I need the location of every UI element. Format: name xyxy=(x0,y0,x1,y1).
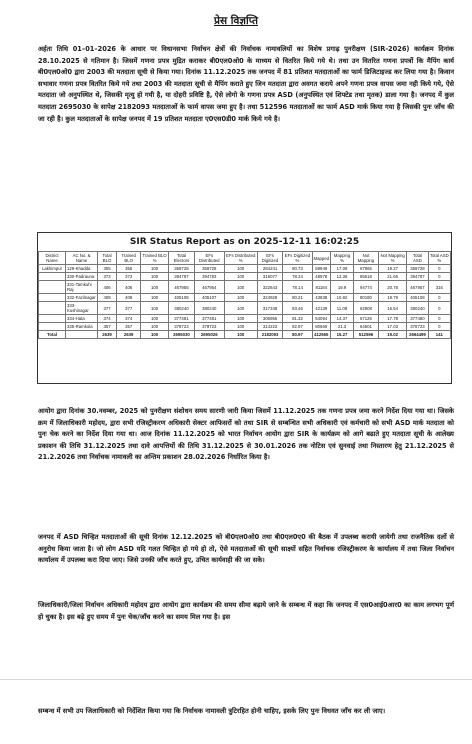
table-cell: 0 xyxy=(428,273,450,281)
table-cell: 380240 xyxy=(168,302,194,315)
table-cell: 378723 xyxy=(168,323,194,331)
table-cell: 512596 xyxy=(353,331,378,339)
table-cell: 62908 xyxy=(353,302,378,315)
table-cell: Lakhimpur xyxy=(39,265,66,273)
table-cell: 284241 xyxy=(257,265,283,273)
page-divider xyxy=(0,679,472,680)
table-cell: 19.79 xyxy=(378,294,406,302)
table-cell xyxy=(66,331,98,339)
table-cell: 408 xyxy=(117,294,141,302)
table-cell: 324928 xyxy=(257,294,283,302)
table-cell xyxy=(39,323,66,331)
table-cell: 467954 xyxy=(194,281,224,294)
table-cell: 100 xyxy=(141,265,169,273)
table-cell: 2695030 xyxy=(168,331,194,339)
header-trained-blo: Trained BLO xyxy=(117,252,141,265)
table-cell: 377480 xyxy=(407,315,428,323)
table-cell: 355 xyxy=(117,265,141,273)
table-cell: 20.78 xyxy=(378,281,406,294)
table-cell: 80669 xyxy=(312,323,331,331)
table-cell: 100 xyxy=(141,323,169,331)
table-cell: 306955 xyxy=(257,315,283,323)
paragraph-1: अर्हता तिथि 01–01–2026 के आधार पर विधानसभा निर्वाचन क्षेत्रों की निर्वाचक नामावलियों का विशेष प्रगाढ़ पुनरीक्षण (SIR-2026) कार्यक्रम दिनांक 28.10.2025 से गतिमान है। जिसमें गणना प्रपत्र मुद्रित कराकर बी0एल0ओ0 के माध्यम से वितरित किये गये थे। तथा उन वितरित गणना प्रपत्रों कि मैपिंग कार्य बी0एल0ओ0 द्वारा 2003 की मतदाता सूची से किया गया। दिनांक 11.12.2025 तक जनपद में 81 प्रतिशत मतदाताओं का फार्म डिजिटाइज्ड कर लिया गया है। किवान सभावार गणना प्रपत्र वितरित किये गये तथा 2003 की मतदाता सूची से मैपिंग कराते हुए जिन मतदाता द्वारा अवगत कराये अपने गणना प्रपत्र वापस जमा नही किये गये, ऐसे मतदाता जो अनुपस्थित थे, जिसकी मृत्यु हो गयी है, या दोहरी प्रविष्टि है, ऐसे लोगो के गणना प्रपत्र ASD (अनुपस्थित एवं शिफ्टेड तथा मृतक) डाला गया है। जनपद में कुल मतदाता 2695030 के सापेक्ष 2182093 मतदाताओं के फार्म वापस जमा हुए है। तथा 512596 मतदाताओं का फार्म ASD मार्क किया गया है जिसकी पुनः जाँच की जा रही है। कुल मतदाताओं के सापेक्ष जनपद में 19 प्रतिशत मतदाता ए0एस0डी0 मार्क किये गये है। xyxy=(38,45,454,123)
table-cell: 2182093 xyxy=(257,331,283,339)
header-district: District Name xyxy=(39,252,66,265)
table-cell: 373 xyxy=(117,273,141,281)
table-cell: 10.82 xyxy=(331,294,354,302)
table-cell: 0 xyxy=(428,302,450,315)
paragraph-3: जनपद में ASD चिन्हित मतदाताओं की सूची दिनांक 12.12.2025 को बी0एल0ओ0 तथा बी0एल0ए0 की बैठक में उपलब्ध करायी जायेगी तथा राजनैतिक दलों से अनुरोध किया जाता है। जो लोग ASD यदि गलत चिन्हित हो गये हो तो, ऐसे मतदाताओं की सूची साक्ष्यों सहित निर्वाचक रजिस्ट्रीकरण के कार्यालय में तथा जिला निर्वाचन कार्यालय में उपलब्ध करा दिया जाए। जिसे उनकी जाँच करते हुए, उचित कार्यवाही की जा सके। xyxy=(38,533,454,565)
table-cell: 2664499 xyxy=(407,331,428,339)
paragraph-5: सम्बन्ध में सभी उप जिलाधिकारी को निर्देशित किया गया कि निर्वाचक नामावली त्रुटिरहित होनी चाहिए, इसके लिए पुनः विधवत जाँच कर ली जाए। xyxy=(38,707,386,715)
paragraph-4: जिलाधिकारी/जिला निर्वाचन अधिकारी महोदय द्वारा आयोग द्वारा कार्यक्रम की समय सीमा बढ़ाये जाने के सम्बन्ध में कहा कि जनपद में एस0आई0आर0 का काम लगभग पूर्ण हो चुका है। इस बढ़े हुए समय में पुनः चेक/जाँच करने का समय मिल गया है। इस xyxy=(38,601,454,621)
table-cell: 100 xyxy=(141,281,169,294)
header-efs-digitized: EFs Digitized xyxy=(257,252,283,265)
table-cell: 374 xyxy=(98,315,117,323)
table-cell: 100 xyxy=(224,302,257,315)
table-cell: 316 xyxy=(428,281,450,294)
paragraph-2: आयोग द्वारा दिनांक 30.नवम्बर, 2025 को पुनरीक्षण संशोधन समय सारणी जारी किया जिसमें 11.12.2025 तक गणना प्रपत्र जमा करने निर्देश दिया गया था। जिसके क्रम में जिलाधिकारी महोदय, द्वारा सभी रजिस्ट्रीकरण अधिकारी सेक्टर आफिसरों को तथा SIR से सम्बन्धित सभी अधिकारी एवं कर्मचारी को सभी ASD मार्क मतदाता को पुनः चेक करने का निर्देश दिया गया था। आज दिनांक 11.12.2025 को भारत निर्वाचन आयोग द्वारा SIR के कार्यक्रम को आगे बढाते हुए मतदाता सूची के आलेख्य प्रकाशन की तिथि 31.12.2025 तथा दावे आपत्तियों की तिथि 31.12.2025 से 30.01.2026 तक नोटिस एवं सुनवाई तथा निस्तारण हेतु 21.12.2025 से 21.2.2026 तथा निर्वाचक नामावली का अन्तिम प्रकाशन 28.02.2026 निर्धारित किया है। xyxy=(38,407,454,462)
table-cell: 2695026 xyxy=(194,331,224,339)
header-total-asd-pct: Total ASD % xyxy=(429,253,449,263)
table-row xyxy=(39,281,451,294)
table-cell: 317348 xyxy=(257,302,283,315)
table-cell: 78.34 xyxy=(283,273,312,281)
header-efs-distributed-pct: EFs Distributed % xyxy=(225,253,256,263)
table-cell: 100 xyxy=(141,294,169,302)
table-cell: 357 xyxy=(98,323,117,331)
table-cell: 405107 xyxy=(194,294,224,302)
table-cell: 42139 xyxy=(312,302,331,315)
header-not-mapping-pct: Not Mapping % xyxy=(378,252,406,265)
table-cell: 94774 xyxy=(353,281,378,294)
page-title: प्रेस विज्ञप्ति xyxy=(214,15,258,27)
table-cell: 129-Khadda xyxy=(66,265,98,273)
table-cell: 377481 xyxy=(168,315,194,323)
table-cell: 359728 xyxy=(194,265,224,273)
table-cell: 332-Fazilnagar xyxy=(67,295,96,300)
table-cell: 467957 xyxy=(407,281,428,294)
table-cell: 16.54 xyxy=(378,302,406,315)
table-cell: 48978 xyxy=(312,273,331,281)
table-cell: 14.37 xyxy=(331,315,354,323)
table-cell: 85518 xyxy=(353,273,378,281)
header-total-blo: Total BLO xyxy=(98,252,117,265)
table-cell: 15.27 xyxy=(331,331,354,339)
table-cell: 334-Hata xyxy=(66,315,98,323)
table-cell: 406 xyxy=(117,281,141,294)
table-cell: 100 xyxy=(224,294,257,302)
header-trained-blo-pct: Trained BLO % xyxy=(142,253,167,263)
table-cell: 322643 xyxy=(257,281,283,294)
table-row xyxy=(39,265,451,273)
table-cell: 100 xyxy=(224,281,257,294)
table-cell: 333-Kushinagar xyxy=(66,302,98,315)
table-cell: 12.36 xyxy=(331,273,354,281)
table-cell: 83.46 xyxy=(283,302,312,315)
table-cell: 100 xyxy=(141,273,169,281)
table-cell: 373 xyxy=(98,273,117,281)
table-cell: 355 xyxy=(98,265,117,273)
table-cell: 377 xyxy=(117,302,141,315)
table-row xyxy=(39,315,451,323)
table-cell: 412565 xyxy=(312,331,331,339)
table-cell: 357 xyxy=(117,323,141,331)
report-table xyxy=(38,251,451,339)
table-cell: 81184 xyxy=(312,281,331,294)
table-cell: 100 xyxy=(141,315,169,323)
table-cell: 141 xyxy=(428,331,450,339)
table-cell xyxy=(39,315,66,323)
table-cell: 59949 xyxy=(312,265,331,273)
table-cell: 21.66 xyxy=(378,273,406,281)
table-cell: 100 xyxy=(224,273,257,281)
table-cell: 314222 xyxy=(257,323,283,331)
table-cell: 394787 xyxy=(168,273,194,281)
table-cell: 408 xyxy=(98,294,117,302)
table-cell: 80.73 xyxy=(283,265,312,273)
table-cell: 380240 xyxy=(194,302,224,315)
table-cell: 100 xyxy=(224,323,257,331)
table-cell xyxy=(39,281,66,294)
table-cell: 377481 xyxy=(194,315,224,323)
table-cell xyxy=(39,294,66,302)
table-cell: 17.09 xyxy=(331,265,354,273)
report-title: SIR Status Report as on 2025-12-11 16:02:25 xyxy=(129,237,360,247)
table-cell: 67126 xyxy=(353,315,378,323)
header-ac: AC No. & Name xyxy=(66,252,98,265)
table-cell: 19.27 xyxy=(378,265,406,273)
table-cell xyxy=(39,302,66,315)
table-cell: 64501 xyxy=(353,323,378,331)
table-cell: 405108 xyxy=(407,294,428,302)
table-cell: 377 xyxy=(98,302,117,315)
table-cell: Total xyxy=(39,331,66,339)
header-mapping-pct: Mapping % xyxy=(331,252,354,265)
table-cell: 82.97 xyxy=(283,323,312,331)
sir-status-report xyxy=(37,232,452,384)
table-cell: 80.97 xyxy=(283,331,312,339)
header-total-electors: Total Electors xyxy=(168,252,194,265)
table-cell: 374 xyxy=(117,315,141,323)
table-cell: 100 xyxy=(141,302,169,315)
table-cell: 100 xyxy=(224,315,257,323)
table-cell: 21.3 xyxy=(331,323,354,331)
table-row xyxy=(39,273,451,281)
table-cell: 100 xyxy=(224,331,257,339)
table-cell: 43838 xyxy=(312,294,331,302)
table-cell: 17.78 xyxy=(378,315,406,323)
table-cell: 100 xyxy=(224,265,257,273)
table-row xyxy=(39,323,451,331)
header-efs-digitized-pct: EFs Digitized % xyxy=(284,253,311,263)
header-mapped: Mapped xyxy=(312,252,331,265)
table-cell: 394783 xyxy=(194,273,224,281)
header-efs-distributed: EFs Distributed xyxy=(194,252,224,265)
report-body xyxy=(39,265,451,339)
report-total-row xyxy=(39,331,451,339)
table-cell: 2639 xyxy=(117,331,141,339)
table-cell: 0 xyxy=(428,294,450,302)
table-cell: 19.9 xyxy=(331,281,354,294)
table-cell: 0 xyxy=(428,265,450,273)
table-row xyxy=(39,294,451,302)
table-row xyxy=(39,302,451,315)
table-cell: 0 xyxy=(428,315,450,323)
table-cell: 405108 xyxy=(168,294,194,302)
table-cell xyxy=(39,273,66,281)
table-cell: 330-Padrauna xyxy=(66,273,98,281)
header-not-mapping: Not Mapping xyxy=(353,252,378,265)
report-header-row xyxy=(39,252,451,265)
table-cell: 0 xyxy=(428,323,450,331)
table-cell: 54094 xyxy=(312,315,331,323)
table-cell: 335-Ramkola xyxy=(66,323,98,331)
table-cell: 394787 xyxy=(407,273,428,281)
table-cell: 80180 xyxy=(353,294,378,302)
table-cell: 78.14 xyxy=(283,281,312,294)
table-cell: 100 xyxy=(141,331,169,339)
table-cell: 378723 xyxy=(407,323,428,331)
table-cell: 467955 xyxy=(168,281,194,294)
table-cell: 81.32 xyxy=(283,315,312,323)
table-cell: 331-Tamkuhi Raj xyxy=(66,281,98,294)
table-cell: 2639 xyxy=(98,331,117,339)
table-cell: 80.21 xyxy=(283,294,312,302)
table-cell: 19.02 xyxy=(378,331,406,339)
table-cell: 319077 xyxy=(257,273,283,281)
table-cell: 359728 xyxy=(168,265,194,273)
table-cell: 380240 xyxy=(407,302,428,315)
table-cell: 359728 xyxy=(407,265,428,273)
table-cell: 17.03 xyxy=(378,323,406,331)
table-cell: 11.08 xyxy=(331,302,354,315)
table-cell: 378723 xyxy=(194,323,224,331)
header-total-asd: Total ASD xyxy=(407,252,428,265)
table-cell: 406 xyxy=(98,281,117,294)
table-cell: 67965 xyxy=(353,265,378,273)
